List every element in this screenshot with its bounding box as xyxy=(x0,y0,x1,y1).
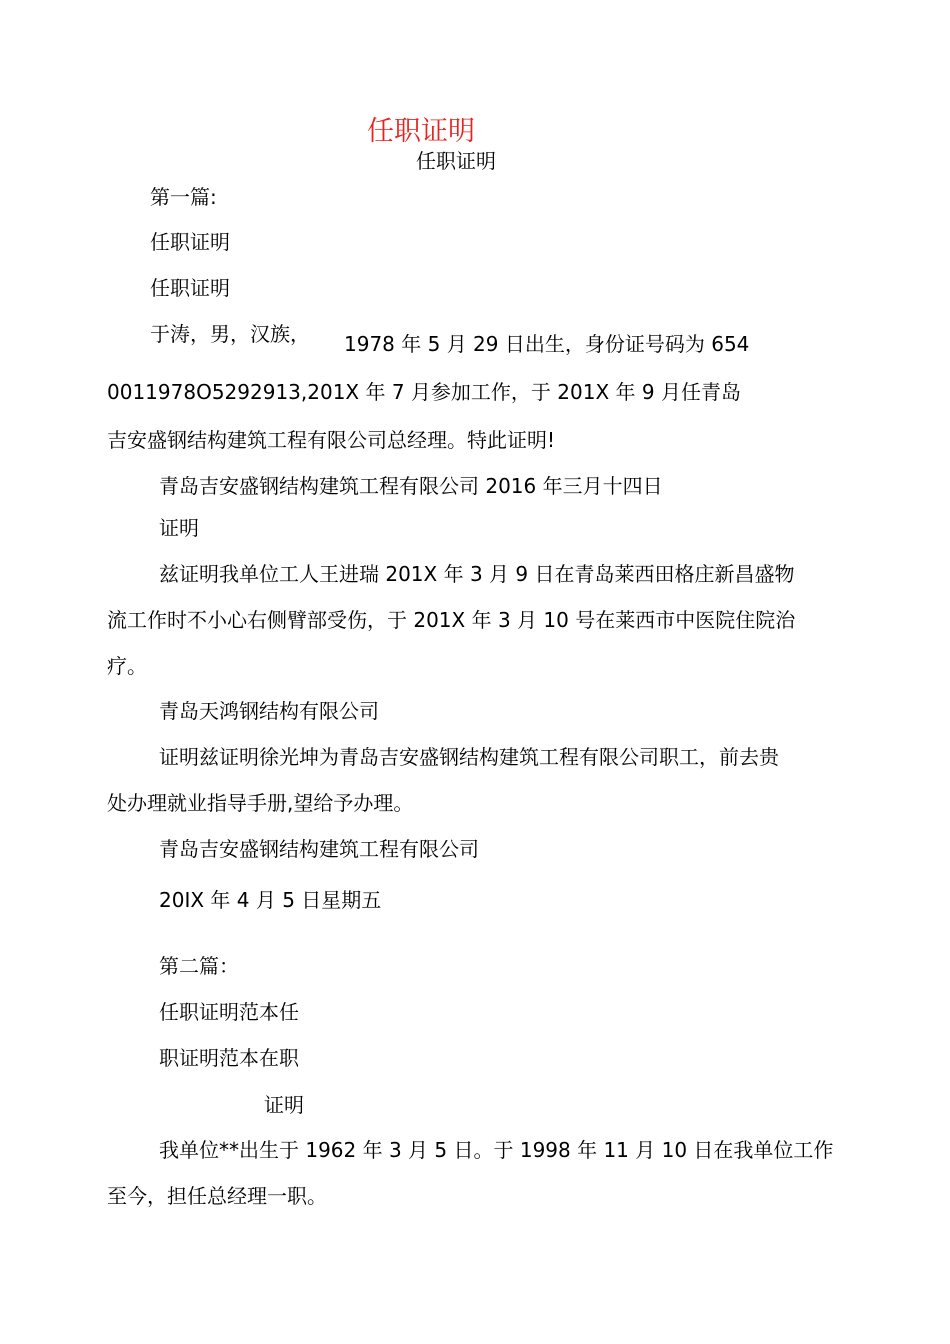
part1-cert-label: 证明 xyxy=(159,516,199,540)
part1-p2-b: 流工作时不小心右侧臂部受伤，于 201X 年 3 月 10 号在莱西市中医院住院治 xyxy=(107,608,796,632)
part1-signature-3: 青岛吉安盛钢结构建筑工程有限公司 xyxy=(159,837,479,861)
part1-heading: 第一篇: xyxy=(150,185,217,209)
part1-signature-1: 青岛吉安盛钢结构建筑工程有限公司 2016 年三月十四日 xyxy=(159,474,663,498)
document-title: 任职证明 xyxy=(367,116,475,147)
part1-p3-b: 处办理就业指导手册,望给予办理。 xyxy=(107,791,414,815)
part2-cert-label: 证明 xyxy=(264,1093,304,1117)
part1-p2-a: 兹证明我单位工人王进瑞 201X 年 3 月 9 日在青岛莱西田格庄新昌盛物 xyxy=(159,562,795,586)
part1-p1-a: 于涛，男，汉族， xyxy=(150,322,310,346)
part1-p1-b: 1978 年 5 月 29 日出生，身份证号码为 654 xyxy=(344,332,750,356)
document-subtitle: 任职证明 xyxy=(416,149,496,173)
part2-heading: 第二篇： xyxy=(159,954,239,978)
part1-line2: 任职证明 xyxy=(150,276,230,300)
part1-p1-c: 0011978O5292913,201X 年 7 月参加工作，于 201X 年 9 月任青岛 xyxy=(107,380,741,404)
part1-p2-c: 疗。 xyxy=(107,654,147,678)
part1-date: 20IX 年 4 月 5 日星期五 xyxy=(159,888,382,912)
part2-line2: 职证明范本在职 xyxy=(159,1046,299,1070)
part1-signature-2: 青岛天鸿钢结构有限公司 xyxy=(159,699,379,723)
part2-p1-a: 我单位**出生于 1962 年 3 月 5 日。于 1998 年 11 月 10 日在我单位工作 xyxy=(159,1138,834,1162)
part2-p1-b: 至今，担任总经理一职。 xyxy=(107,1184,327,1208)
part1-p1-d: 吉安盛钢结构建筑工程有限公司总经理。特此证明! xyxy=(107,428,556,452)
part2-line1: 任职证明范本任 xyxy=(159,1000,299,1024)
part1-line1: 任职证明 xyxy=(150,230,230,254)
part1-p3-a: 证明兹证明徐光坤为青岛吉安盛钢结构建筑工程有限公司职工，前去贵 xyxy=(159,745,779,769)
